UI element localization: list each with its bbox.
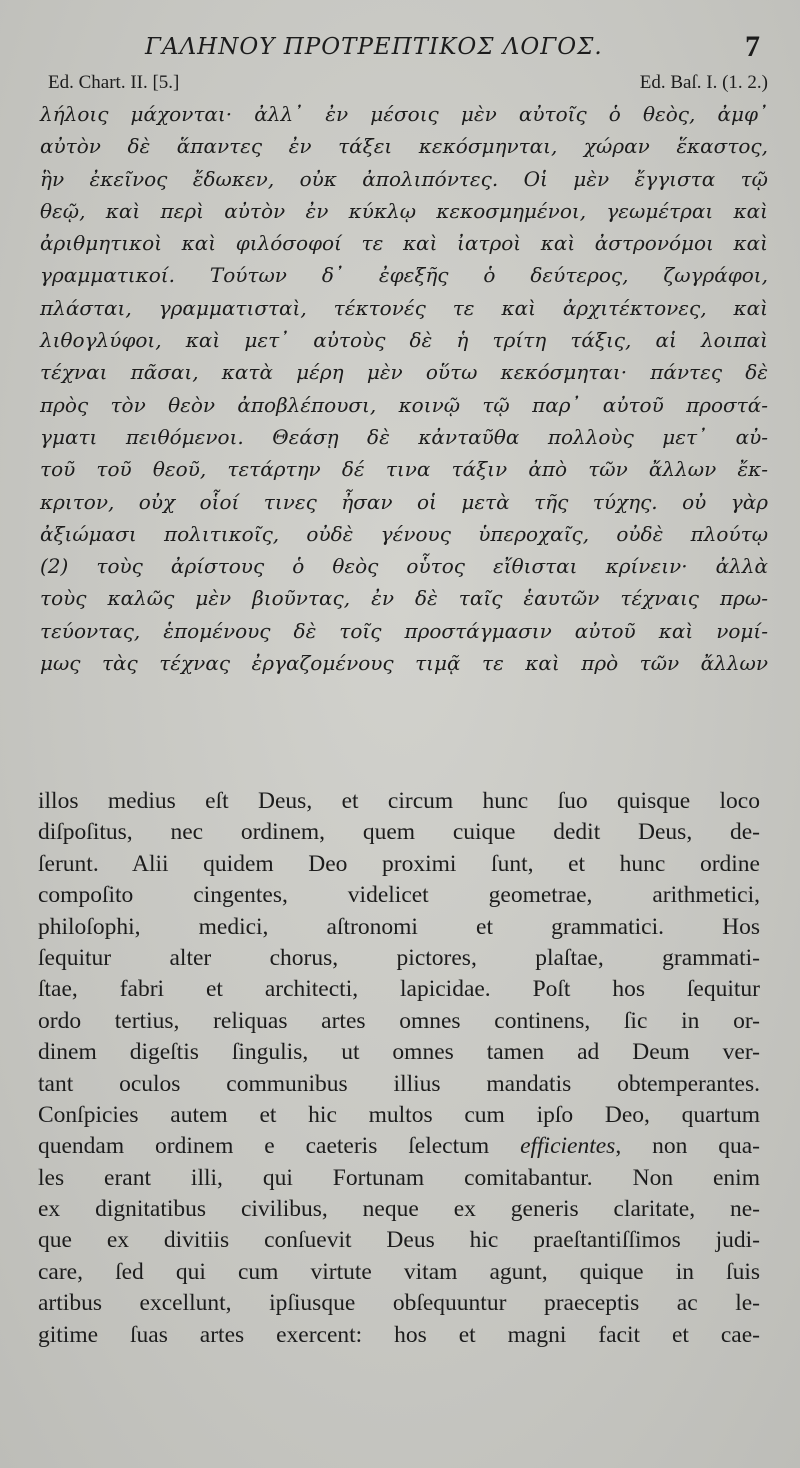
greek-text-line: ἀριθμητικοὶ καὶ φιλόσοφοί τε καὶ ἰατροὶ καὶ ἀστρονόμοι καὶ (40, 231, 768, 256)
greek-text-line: τοὺς καλῶς μὲν βιοῦντας, ἐν δὲ ταῖς ἑαυτῶν τέχναις πρω- (40, 586, 768, 611)
latin-text-line: ſequitur alter chorus, pictores, plaſtae, grammati- (38, 944, 760, 971)
greek-text-line: ἣν ἐκεῖνος ἔδωκεν, οὐκ ἀπολιπόντες. Οἱ μὲν ἔγγιστα τῷ (40, 166, 768, 191)
latin-text-line: ſerunt. Alii quidem Deo proximi ſunt, et hunc ordine (38, 850, 760, 877)
greek-text-line: γματι πειθόμενοι. Θεάσῃ δὲ κἀνταῦθα πολλοὺς μετ᾽ αὐ- (40, 424, 768, 449)
greek-text-line: κριτον, οὐχ οἷοί τινες ἦσαν οἱ μετὰ τῆς τύχης. οὐ γὰρ (40, 489, 768, 514)
greek-text-line: πρὸς τὸν θεὸν ἀποβλέπουσι, κοινῷ τῷ παρ᾽ αὐτοῦ προστά- (40, 392, 768, 417)
greek-text-line: ἀξιώμασι πολιτικοῖς, οὐδὲ γένους ὑπεροχαῖς, οὐδὲ πλούτῳ (40, 521, 768, 546)
greek-text-line: γραμματικοί. Τούτων δ᾽ ἐφεξῆς ὁ δεύτερος, ζωγράφοι, (40, 263, 768, 288)
latin-text-line: ſtae, fabri et architecti, lapicidae. Poſt hos ſequitur (38, 976, 760, 1003)
latin-text-line: tant oculos communibus illius mandatis obtemperantes. (38, 1070, 760, 1097)
latin-text-line: diſpoſitus, nec ordinem, quem cuique dedit Deus, de- (38, 819, 760, 846)
latin-translation-block (38, 786, 760, 1351)
latin-text-line: gitime ſuas artes exercent: hos et magni facit et cae- (38, 1321, 760, 1348)
latin-text-line: dinem digeſtis ſingulis, ut omnes tamen ad Deum ver- (38, 1039, 760, 1066)
greek-text-line: τεύοντας, ἑπομένους δὲ τοῖς προστάγμασιν αὐτοῦ καὶ νομί- (40, 618, 768, 643)
latin-text-line: Conſpicies autem et hic multos cum ipſo Deo, quartum (38, 1101, 760, 1128)
greek-text-line: λήλοις μάχονται· ἀλλ᾽ ἐν μέσοις μὲν αὐτοῖς ὁ θεὸς, ἀμφ᾽ (40, 102, 768, 126)
greek-text-line: τοῦ τοῦ θεοῦ, τετάρτην δέ τινα τάξιν ἀπὸ τῶν ἄλλων ἔκ- (40, 457, 768, 482)
latin-text-line: les erant illi, qui Fortunam comitabantur. Non enim (38, 1164, 760, 1191)
edition-basel-reference: Ed. Baſ. I. (1. 2.) (639, 72, 768, 93)
greek-text-line: αὐτὸν δὲ ἅπαντες ἐν τάξει κεκόσμηνται, χώραν ἕκαστος, (40, 134, 768, 159)
greek-text-line: (2) τοὺς ἀρίστους ὁ θεὸς οὗτος εἴθισται κρίνειν· ἀλλὰ (40, 554, 768, 579)
latin-text-line: que ex divitiis conſuevit Deus hic praeſtantiſſimos judi- (38, 1227, 760, 1254)
greek-text-line: τέχναι πᾶσαι, κατὰ μέρη μὲν οὕτω κεκόσμηται· πάντες δὲ (40, 360, 768, 385)
latin-text-line: artibus excellunt, ipſiusque obſequuntur praeceptis ac le- (38, 1290, 760, 1317)
latin-text-line: ordo tertius, reliquas artes omnes continens, ſic in or- (38, 1007, 760, 1034)
running-title: ΓΑΛΗΝΟΥ ΠΡΟΤΡΕΠΤΙΚΟΣ ΛΟΓΟΣ. (145, 34, 603, 60)
running-head (0, 28, 800, 68)
latin-text-line-with-italic (38, 1131, 760, 1162)
greek-text-line: πλάσται, γραμματισταὶ, τέκτονές τε καὶ ἀρχιτέκτονες, καὶ (40, 295, 768, 320)
latin-text-line: philoſophi, medici, aſtronomi et grammatici. Hos (38, 913, 760, 940)
edition-chartier-reference: Ed. Chart. II. [5.] (48, 72, 180, 93)
latin-text-line: care, ſed qui cum virtute vitam agunt, quique in ſuis (38, 1258, 760, 1285)
page-number: 7 (745, 30, 760, 63)
edition-references (48, 72, 768, 98)
greek-text-line: θεῷ, καὶ περὶ αὐτὸν ἐν κύκλῳ κεκοσμημένοι, γεωμέτραι καὶ (40, 198, 768, 223)
italic-word-efficientes: efficientes (520, 1133, 616, 1160)
latin-text-segment: , non qua- (615, 1133, 761, 1160)
latin-text-line: illos medius eſt Deus, et circum hunc ſuo quisque loco (38, 788, 760, 814)
greek-text-block (40, 98, 768, 679)
greek-text-line: μως τὰς τέχνας ἐργαζομένους τιμᾷ τε καὶ πρὸ τῶν ἄλλων (40, 651, 768, 676)
greek-text-line: λιθογλύφοι, καὶ μετ᾽ αὐτοὺς δὲ ἡ τρίτη τάξις, αἱ λοιπαὶ (40, 328, 768, 353)
latin-text-line: ex dignitatibus civilibus, neque ex generis claritate, ne- (38, 1196, 760, 1223)
latin-text-segment: quendam ordinem e caeteris ſelectum (38, 1133, 490, 1160)
latin-text-line: compoſito cingentes, videlicet geometrae, arithmetici, (38, 882, 760, 909)
